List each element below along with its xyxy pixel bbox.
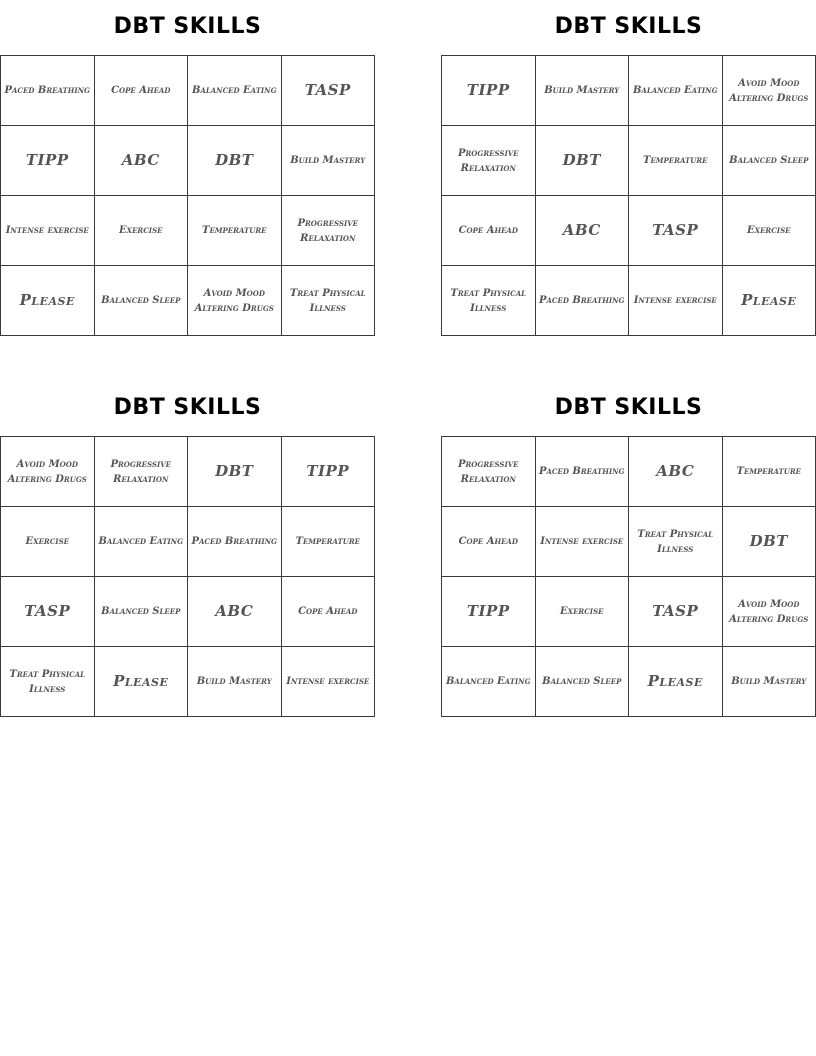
bingo-card-3	[0, 381, 375, 717]
grid-cell: DBT	[188, 437, 282, 507]
grid-cell: Balanced Eating	[629, 56, 723, 126]
grid-row	[442, 507, 816, 577]
grid-cell: Treat Physical Illness	[1, 647, 95, 717]
grid-cell: Build Mastery	[722, 647, 816, 717]
grid-cell: ABC	[94, 126, 188, 196]
grid-cell: Please	[1, 266, 95, 336]
bingo-grid	[0, 436, 375, 717]
grid-cell: ABC	[188, 577, 282, 647]
grid-cell: Progressive Relaxation	[442, 126, 536, 196]
card-title: DBT SKILLS	[113, 14, 262, 39]
grid-cell: Avoid Mood Altering Drugs	[722, 56, 816, 126]
grid-cell: Progressive Relaxation	[442, 437, 536, 507]
grid-row	[442, 437, 816, 507]
grid-cell: DBT	[722, 507, 816, 577]
grid-cell: Intense exercise	[629, 266, 723, 336]
bingo-grid	[441, 55, 816, 336]
grid-cell: Build Mastery	[281, 126, 375, 196]
grid-cell: Treat Physical Illness	[281, 266, 375, 336]
grid-cell: Balanced Sleep	[722, 126, 816, 196]
grid-cell: Avoid Mood Altering Drugs	[1, 437, 95, 507]
grid-cell: ABC	[629, 437, 723, 507]
grid-cell: Cope Ahead	[94, 56, 188, 126]
grid-cell: Exercise	[722, 196, 816, 266]
grid-cell: TIPP	[1, 126, 95, 196]
grid-cell: TASP	[281, 56, 375, 126]
grid-cell: Balanced Eating	[442, 647, 536, 717]
grid-cell: Please	[722, 266, 816, 336]
grid-row	[1, 577, 375, 647]
grid-cell: Intense exercise	[281, 647, 375, 717]
grid-row	[1, 56, 375, 126]
bingo-grid	[0, 55, 375, 336]
grid-cell: Paced Breathing	[1, 56, 95, 126]
grid-cell: Cope Ahead	[442, 196, 536, 266]
grid-cell: Cope Ahead	[281, 577, 375, 647]
grid-cell: Avoid Mood Altering Drugs	[188, 266, 282, 336]
card-title: DBT SKILLS	[554, 14, 703, 39]
grid-cell: Intense exercise	[535, 507, 629, 577]
grid-row	[442, 126, 816, 196]
grid-cell: Treat Physical Illness	[442, 266, 536, 336]
grid-cell: Exercise	[94, 196, 188, 266]
grid-cell: ABC	[535, 196, 629, 266]
grid-cell: Paced Breathing	[188, 507, 282, 577]
grid-cell: Build Mastery	[535, 56, 629, 126]
grid-cell: Cope Ahead	[442, 507, 536, 577]
grid-row	[442, 56, 816, 126]
grid-cell: DBT	[188, 126, 282, 196]
grid-cell: Temperature	[629, 126, 723, 196]
grid-row	[442, 196, 816, 266]
grid-row	[1, 437, 375, 507]
grid-cell: Balanced Sleep	[535, 647, 629, 717]
grid-row	[1, 507, 375, 577]
grid-cell: Balanced Eating	[94, 507, 188, 577]
grid-cell: Balanced Sleep	[94, 266, 188, 336]
grid-cell: TASP	[629, 196, 723, 266]
grid-row	[442, 647, 816, 717]
grid-cell: TIPP	[442, 56, 536, 126]
grid-cell: TIPP	[442, 577, 536, 647]
grid-cell: Balanced Eating	[188, 56, 282, 126]
grid-cell: Temperature	[188, 196, 282, 266]
grid-cell: Temperature	[281, 507, 375, 577]
grid-cell: Build Mastery	[188, 647, 282, 717]
grid-cell: Please	[94, 647, 188, 717]
grid-cell: Please	[629, 647, 723, 717]
grid-cell: TASP	[629, 577, 723, 647]
grid-cell: Temperature	[722, 437, 816, 507]
grid-row	[1, 126, 375, 196]
grid-cell: DBT	[535, 126, 629, 196]
bingo-card-2	[441, 0, 816, 336]
grid-cell: Paced Breathing	[535, 437, 629, 507]
grid-cell: Exercise	[1, 507, 95, 577]
bingo-grid	[441, 436, 816, 717]
grid-cell: Paced Breathing	[535, 266, 629, 336]
card-title: DBT SKILLS	[554, 395, 703, 420]
grid-cell: Progressive Relaxation	[281, 196, 375, 266]
grid-cell: TASP	[1, 577, 95, 647]
grid-row	[442, 266, 816, 336]
grid-cell: Treat Physical Illness	[629, 507, 723, 577]
grid-cell: Balanced Sleep	[94, 577, 188, 647]
grid-row	[1, 647, 375, 717]
grid-row	[442, 577, 816, 647]
grid-cell: Intense exercise	[1, 196, 95, 266]
grid-row	[1, 196, 375, 266]
grid-cell: Avoid Mood Altering Drugs	[722, 577, 816, 647]
grid-cell: TIPP	[281, 437, 375, 507]
bingo-card-1	[0, 0, 375, 336]
grid-row	[1, 266, 375, 336]
grid-cell: Exercise	[535, 577, 629, 647]
grid-cell: Progressive Relaxation	[94, 437, 188, 507]
bingo-card-4	[441, 381, 816, 717]
card-title: DBT SKILLS	[113, 395, 262, 420]
